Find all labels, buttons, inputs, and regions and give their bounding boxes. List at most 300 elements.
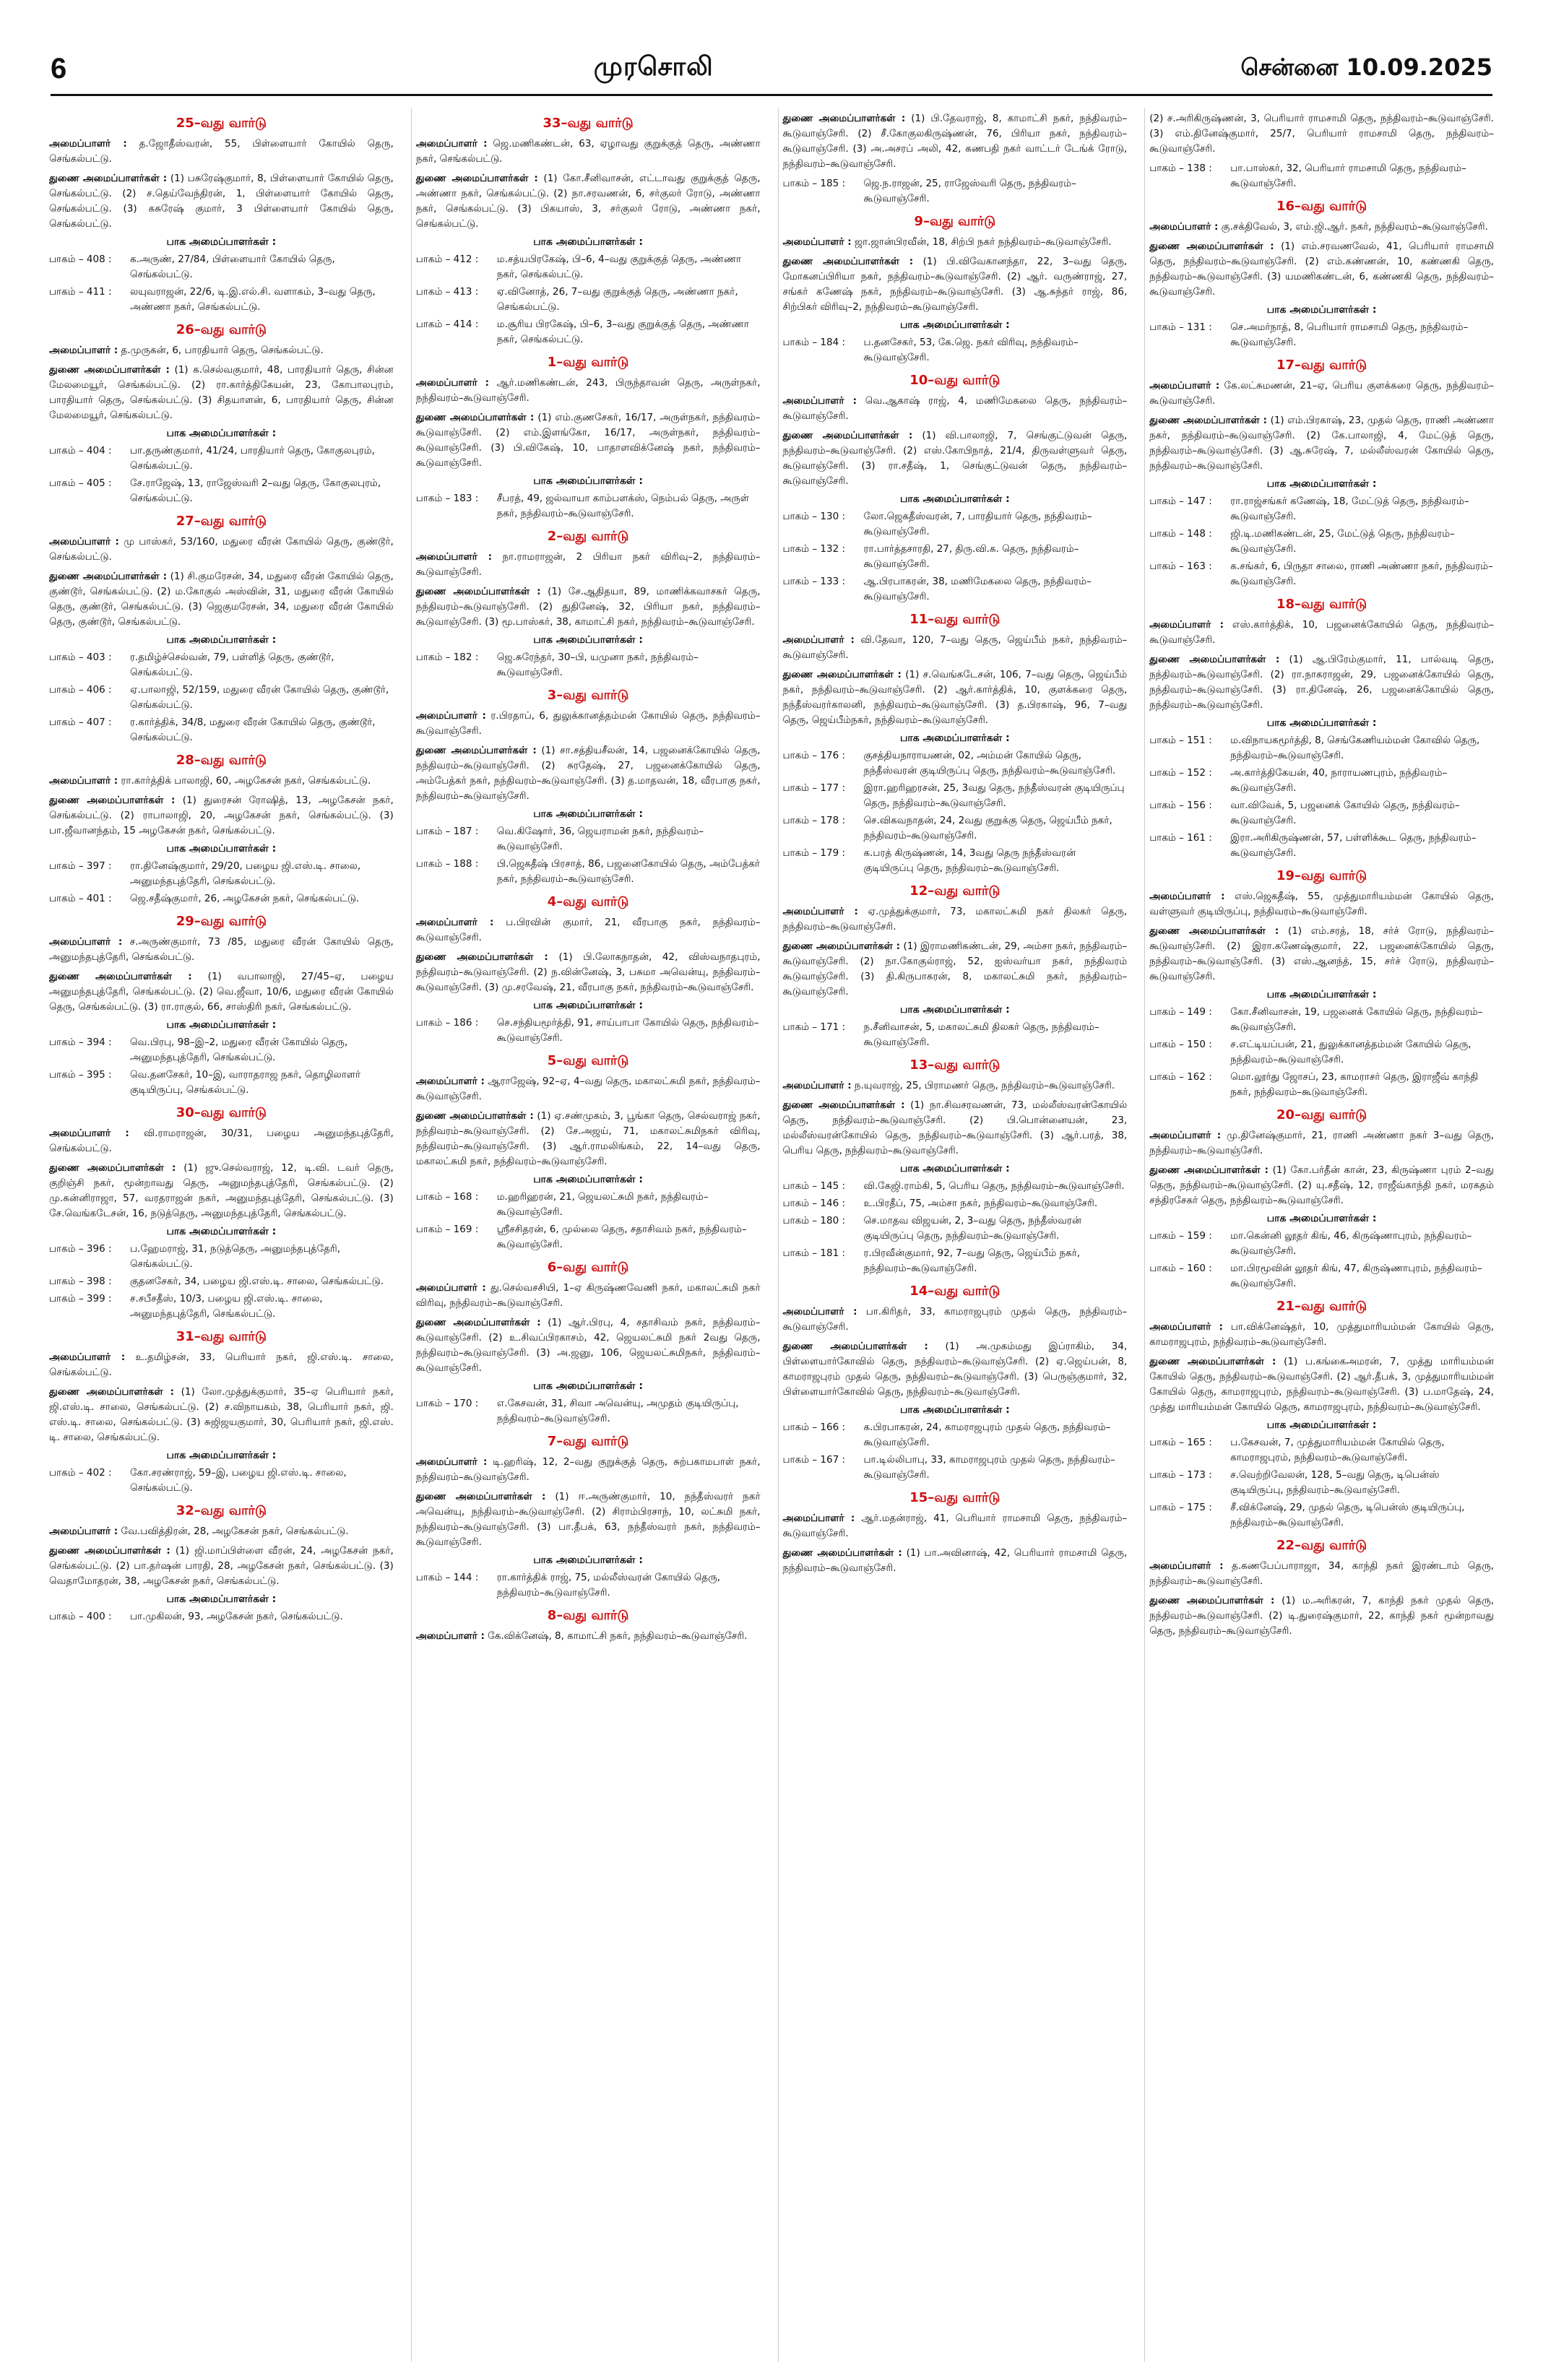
booth-number: பாகம் – 397 : [49,860,112,872]
booth-entry [49,891,394,906]
booth-number: பாகம் – 149 : [1149,1006,1212,1018]
deputies-entry [783,1546,1128,1576]
booth-number: பாகம் – 144 : [415,1572,479,1583]
ward-heading: 18–வது வார்டு [1276,597,1367,612]
booth-detail: கோ.சரண்ராஜ், 59–இ, பழைய ஜி.எஸ்.டி. சாலை, செங்கல்பட்டு. [130,1467,347,1494]
deputies-label: துணை அமைப்பாளர்கள் : [1149,241,1274,252]
deputies-text: (1) ஆர்.பிரபு, 4, சதாசிவம் நகர், நந்திவரம்–கூடுவாஞ்சேரி. (2) உ.சிவப்பிரகாசம், 42, ஜெயலட்சுமி நகர் 2வது தெரு, நந்திவரம்–கூடுவாஞ்சேரி. (3) அ.ஜனு, 106, ஜெயலட்சுமிநகர், நந்திவரம்–கூடுவாஞ்சேரி. [415,1317,761,1374]
organizer-entry [416,550,761,580]
booth-detail: ச.சபீசதீஸ், 10/3, பழைய ஜி.எஸ்.டி. சாலை, அனுமந்தபுத்தேரி, செங்கல்பட்டு. [130,1293,323,1320]
booth-entry [49,715,394,745]
booth-number: பாகம் – 165 : [1149,1437,1212,1448]
deputies-entry [49,793,394,839]
organizer-text: ஜெ.மணிகண்டன், 63, ஏழாவது குறுக்குத் தெரு, அண்ணா நகர், செங்கல்பட்டு. [415,138,761,165]
deputies-label: துணை அமைப்பாளர்கள் : [1149,925,1279,937]
organizer-label: அமைப்பாளர் : [782,906,858,917]
booth-detail: பா.டில்லிபாபு, 33, காமராஜபுரம் முதல் தெரு, நந்திவரம்–கூடுவாஞ்சேரி. [863,1454,1115,1481]
deputies-label: துணை அமைப்பாளர்கள் : [49,1162,176,1174]
booth-detail: ம.சூரிய பிரகேஷ், பி–6, 3–வது குறுக்குத் தெரு, அண்ணா நகர், செங்கல்பட்டு. [496,319,749,345]
organizer-text: எஸ்.கார்த்திக், 10, பஜனைக்கோயில் தெரு, நந்திவரம்–கூடுவாஞ்சேரி. [1149,619,1494,646]
ward-heading: 17–வது வார்டு [1276,358,1367,373]
booth-heading: பாக அமைப்பாளர்கள் : [533,1380,644,1392]
deputies-text: (1) சி.குமரேசன், 34, மதுரை வீரன் கோயில் தெரு, குண்டூர், செங்கல்பட்டு. (2) ம.கோகுல் அஸ்வின், 31, மதுரை வீரன் கோயில் தெரு, குண்டூர், செங்கல்பட்டு. (3) ஜெகுமரேசன், 34, மதுரை வீரன் கோயில் தெரு, குண்டூர், செங்கல்பட்டு. [49,571,394,628]
booth-heading: பாக அமைப்பாளர்கள் : [533,808,644,820]
organizer-label: அமைப்பாளர் : [415,710,486,722]
deputies-label: துணை அமைப்பாளர்கள் : [49,173,168,184]
deputies-label: துணை அமைப்பாளர்கள் : [415,1110,534,1122]
deputies-label: துணை அமைப்பாளர்கள் : [1149,1164,1269,1176]
deputies-entry [49,1385,394,1445]
deputies-label: துணை அமைப்பாளர்கள் : [415,412,535,423]
organizer-label: அமைப்பாளர் : [1149,380,1220,391]
booth-entry [49,859,394,889]
deputies-text: (1) துரைசன் ரோஷித், 13, அழகேசன் நகர், செங்கல்பட்டு. (2) ராபாலாஜி, 20, அழகேசன் நகர், செங்கல்பட்டு. (3) பா.ஜீவானந்தம், 15 அழகேசன் நகர், செங்கல்பட்டு. [49,795,394,836]
booth-entry [783,748,1128,779]
booth-entry [1149,1070,1494,1100]
booth-entry [49,476,394,506]
deputies-entry [416,950,761,995]
booth-detail: எ.கேசவன், 31, சிவா அவென்யு, அமுதம் குடியிருப்பு, நந்திவரம்–கூடுவாஞ்சேரி. [496,1398,739,1424]
booth-detail: ரா.பார்த்தசாரதி, 27, திரு.வி.க. தெரு, நந்திவரம்–கூடுவாஞ்சேரி. [863,543,1079,570]
booth-entry [1149,161,1494,191]
booth-number: பாகம் – 178 : [782,815,846,826]
booth-heading: பாக அமைப்பாளர்கள் : [166,428,277,439]
booth-heading: பாக அமைப்பாளர்கள் : [533,1000,644,1011]
booth-entry [1149,798,1494,828]
booth-number: பாகம் – 413 : [415,286,479,298]
organizer-label: அமைப்பாளர் : [49,775,118,787]
booth-entry [1149,1468,1494,1498]
booth-number: பாகம் – 145 : [782,1180,846,1192]
deputies-text: (1) எம்.குணசேகர், 16/17, அருள்நகர், நந்திவரம்–கூடுவாஞ்சேரி. (2) எம்.இளங்கோ, 16/17, அருள்நகர், நந்திவரம்–கூடுவாஞ்சேரி. (3) பி.விகேஷ், 10, பாதாளவிக்னேஷ் நகர், நந்திவரம்–கூடுவாஞ்சேரி. [415,412,761,469]
booth-entry [49,1466,394,1496]
booth-detail: செ.சந்தியமூர்த்தி, 91, சாய்பாபா கோயில் தெரு, நந்திவரம்–கூடுவாஞ்சேரி. [496,1017,759,1044]
organizer-text: டி.ஹரிஷ், 12, 2–வது குறுக்குத் தெரு, சுற்பகாமபாள் நகர், நந்திவரம்–கூடுவாஞ்சேரி. [415,1456,761,1483]
booth-number: பாகம் – 171 : [782,1021,846,1033]
deputies-label: துணை அமைப்பாளர்கள் : [782,940,901,952]
booth-number: பாகம் – 403 : [49,652,112,663]
organizer-entry [783,1078,1128,1094]
organizer-text: கு.சக்திவேல், 3, எம்.ஜி.ஆர். நகர், நந்திவரம்–கூடுவாஞ்சேரி. [1221,221,1488,233]
booth-detail: இரா.அரிகிருஷ்ணன், 57, பள்ளிக்கூட தெரு, நந்திவரம்–கூடுவாஞ்சேரி. [1230,832,1477,859]
deputies-entry [783,939,1128,1000]
deputies-entry [49,1161,394,1221]
booth-entry [1149,1037,1494,1068]
deputies-text: (1) பி.தேவராஜ், 8, காமாட்சி நகர், நந்திவரம்–கூடுவாஞ்சேரி. (2) சீ.கோகுலகிருஷ்ணன், 76, பிரியா நகர், நந்திவரம்–கூடுவாஞ்சேரி. (3) அ.அசரப் அலி, 42, கணபதி நகர் வாட்டர் டேங்க் ரோடு, நந்திவரம்–கூடுவாஞ்சேரி. [782,113,1128,170]
booth-entry [1149,1005,1494,1035]
organizer-label: அமைப்பாளர் : [49,936,123,948]
organizer-label: அமைப்பாளர் : [1149,221,1219,233]
deputies-text: (1) ம.அரிகரன், 7, காந்தி நகர் முதல் தெரு, நந்திவரம்–கூடுவாஞ்சேரி. (2) டி.துரைஷ்குமார், 22, காந்தி நகர் மூன்றாவது தெரு, நந்திவரம்–கூடுவாஞ்சேரி. [1149,1595,1494,1637]
booth-heading: பாக அமைப்பாளர்கள் : [533,1174,644,1185]
booth-entry [1149,1435,1494,1466]
booth-number: பாகம் – 147 : [1149,496,1212,507]
booth-number: பாகம் – 182 : [415,652,479,663]
ward-heading: 13–வது வார்டு [909,1057,1000,1073]
booth-heading: பாக அமைப்பாளர்கள் : [166,843,277,854]
booth-number: பாகம் – 405 : [49,477,112,489]
deputies-label: துணை அமைப்பாளர்கள் : [415,586,541,597]
booth-entry [783,509,1128,540]
booth-entry [49,650,394,680]
booth-entry [416,285,761,315]
organizer-entry [1149,618,1494,648]
booth-detail: ரா.ராஜ்சங்கர் கணேஷ், 18, மேட்டுத் தெரு, நந்திவரம்–கூடுவாஞ்சேரி. [1230,496,1469,522]
booth-detail: பா.தருண்குமார், 41/24, பாரதியார் தெரு, கோகுலபுரம், செங்கல்பட்டு. [130,445,375,472]
deputies-label: துணை அமைப்பாளர்கள் : [1149,1356,1276,1367]
booth-detail: மா.கென்னி லூதர் கிங், 46, கிருஷ்ணாபுரம், நந்திவரம்–கூடுவாஞ்சேரி. [1230,1230,1472,1257]
organizer-text: து.செல்வசசியி, 1–ஏ கிருஷ்ணவேணி நகர், மகாலட்சுமி நகர் விரிவு, நந்திவரம்–கூடுவாஞ்சேரி. [415,1282,761,1309]
booth-number: பாகம் – 148 : [1149,528,1212,540]
booth-number: பாகம் – 130 : [782,511,846,522]
deputies-entry [49,569,394,630]
organizer-text: த.கணபேப்பாராஜா, 34, காந்தி நகர் இரண்டாம் தெரு, நந்திவரம்–கூடுவாஞ்சேரி. [1149,1560,1494,1587]
booth-entry [416,1222,761,1252]
booth-number: பாகம் – 395 : [49,1069,112,1081]
organizer-text: எஸ்.ஜெகதீஷ், 55, முத்துமாரியம்மன் கோயில் தெரு, வள்ளுவர் குடியிருப்பு, நந்திவரம்–கூடுவாஞ்சேரி. [1149,891,1494,917]
organizer-entry [783,235,1128,250]
booth-entry [1149,1261,1494,1291]
booth-number: பாகம் – 401 : [49,893,112,904]
booth-entry [783,574,1128,605]
booth-number: பாகம் – 156 : [1149,800,1212,811]
booth-entry [783,813,1128,844]
booth-entry [49,1035,394,1065]
deputies-label: துணை அமைப்பாளர்கள் : [1149,415,1268,426]
organizer-label: அமைப்பாளர் : [782,1080,852,1091]
ward-heading: 27–வது வார்டு [176,514,267,529]
deputies-entry [783,667,1128,728]
ward-heading: 32–வது வார்டு [176,1503,267,1518]
deputies-text: (1) கோ.பர்தீன் கான், 23, கிருஷ்ணா புரம் 2–வது தெரு, நந்திவரம்–கூடுவாஞ்சேரி. (2) யு.சதீஷ், 12, ராஜீவ்காந்தி நகர், மரகதம் சந்திரசேகர் தெரு, நந்திவரம்–கூடுவாஞ்சேரி. [1149,1164,1494,1206]
booth-number: பாகம் – 184 : [782,337,846,348]
booth-heading: பாக அமைப்பாளர்கள் : [1266,1419,1377,1431]
booth-number: பாகம் – 396 : [49,1243,112,1255]
booth-heading: பாக அமைப்பாளர்கள் : [166,236,277,248]
deputies-label: துணை அமைப்பாளர்கள் : [49,1545,170,1557]
ward-heading: 3–வது வார்டு [547,688,629,703]
booth-entry [49,1068,394,1098]
deputies-label: துணை அமைப்பாளர்கள் : [782,669,902,680]
organizer-entry [783,1304,1128,1335]
deputies-label: துணை அமைப்பாளர்கள் : [415,745,537,756]
deputies-text: (1) ப.கங்கைஅமரன், 7, முத்து மாரியம்மன் கோயில் தெரு, நந்திவரம்–கூடுவாஞ்சேரி. (2) ஆர்.தீபக், 3, முத்துமாரியம்மன் கோயில் தெரு, காமராஜபுரம், நந்திவரம்–கூடுவாஞ்சேரி. (3) ப.மாதேஷ், 24, முத்து மாரியம்மன் கோயில் தெரு, காமராஜபுரம், நந்திவரம்–கூடுவாஞ்சேரி. [1149,1356,1494,1413]
organizer-entry [416,1455,761,1485]
booth-number: பாகம் – 138 : [1149,163,1212,174]
booth-heading: பாக அமைப்பாளர்கள் : [899,493,1010,505]
organizer-entry [49,774,394,789]
booth-detail: ர.பிரவீன்குமார், 92, 7–வது தெரு, ஜெய்பீம் நகர், நந்திவரம்–கூடுவாஞ்சேரி. [863,1247,1081,1274]
deputies-text: (1) ஆ.பிரேம்குமார், 11, பால்வடி தெரு, நந்திவரம்–கூடுவாஞ்சேரி. (2) ரா.நாகராஜன், 29, பஜனைக்கோயில் தெரு, நந்திவரம்–கூடுவாஞ்சேரி. (3) ரா.தினேஷ், 26, பஜனைக்கோயில் தெரு, நந்திவரம்–கூடுவாஞ்சேரி. [1149,654,1494,711]
booth-number: பாகம் – 162 : [1149,1071,1212,1083]
organizer-entry [1149,1128,1494,1159]
booth-heading: பாக அமைப்பாளர்கள் : [533,1554,644,1566]
continued-text: (2) ச.அரிகிருஷ்ணன், 3, பெரியார் ராமசாமி தெரு, நந்திவரம்–கூடுவாஞ்சேரி. (3) எம்.தினேஷ்குமார், 25/7, பெரியார் ராமசாமி தெரு, நந்திவரம்–கூடுவாஞ்சேரி. [1149,113,1494,155]
booth-heading: பாக அமைப்பாளர்கள் : [1266,478,1377,490]
booth-number: பாகம் – 394 : [49,1037,112,1048]
organizer-entry [1149,1559,1494,1589]
deputies-entry [416,1489,761,1550]
booth-detail: உ.பிரதீப், 75, அம்சா நகர், நந்திவரம்–கூடுவாஞ்சேரி. [863,1198,1098,1209]
organizer-label: அமைப்பாளர் : [782,395,857,407]
deputies-text: (1) வபாலாஜி, 27/45–ஏ, பழைய அனுமந்தபுத்தேரி, செங்கல்பட்டு. (2) வெ.ஜீவா, 10/6, மதுரை வீரன் கோயில் தெரு, செங்கல்பட்டு. (3) ரா.ராகுல், 66, சாஸ்திரி நகர், செங்கல்பட்டு. [49,971,394,1013]
booth-number: பாகம் – 167 : [782,1454,846,1466]
booth-detail: பா.பாஸ்கர், 32, பெரியார் ராமசாமி தெரு, நந்திவரம்–கூடுவாஞ்சேரி. [1230,163,1466,189]
booth-entry [1149,320,1494,350]
deputies-entry [416,584,761,630]
booth-number: பாகம் – 412 : [415,254,479,265]
booth-detail: ம.விநாயகமூர்த்தி, 8, செங்கேணியம்மன் கோவில் தெரு, நந்திவரம்–கூடுவாஞ்சேரி. [1230,735,1480,761]
booth-entry [1149,831,1494,861]
booth-entry [783,1453,1128,1483]
deputies-text: (1) எம்.பிரகாஷ், 23, முதல் தெரு, ராணி அண்ணா நகர், நந்திவரம்–கூடுவாஞ்சேரி. (2) கே.பாலாஜி, 4, மேட்டுத் தெரு, நந்திவரம்–கூடுவாஞ்சேரி. (3) ஆ.சுரேஷ், 7, மல்லீஸ்வரன் கோயில் தெரு, நந்திவரம்–கூடுவாஞ்சேரி. [1149,415,1494,472]
booth-number: பாகம் – 161 : [1149,832,1212,844]
deputies-entry [783,1339,1128,1400]
booth-heading: பாக அமைப்பாளர்கள் : [166,1450,277,1461]
deputies-label: துணை அமைப்பாளர்கள் : [415,173,538,184]
booth-entry [416,252,761,282]
ward-heading: 19–வது வார்டு [1276,868,1367,883]
organizer-label: அமைப்பாளர் : [415,1630,485,1642]
booth-entry [1149,1229,1494,1259]
booth-entry [783,1196,1128,1211]
deputies-entry [49,363,394,423]
booth-detail: குசத்தியநாராயணன், 02, அம்மன் கோயில் தெரு, நந்தீஸ்வரன் குடியிருப்பு தெரு, நந்திவரம்–கூடுவாஞ்சேரி. [863,750,1116,776]
ward-heading: 11–வது வார்டு [909,612,1000,627]
booth-heading: பாக அமைப்பாளர்கள் : [899,1404,1010,1416]
organizer-entry [416,1074,761,1104]
booth-number: பாகம் – 151 : [1149,735,1212,746]
booth-number: பாகம் – 159 : [1149,1230,1212,1242]
booth-heading: பாக அமைப்பாளர்கள் : [533,475,644,487]
booth-detail: ஜி.டி.மணிகண்டன், 25, மேட்டுத் தெரு, நந்திவரம்–கூடுவாஞ்சேரி. [1230,528,1455,555]
booth-entry [49,252,394,282]
article-columns [49,108,1494,2362]
booth-entry [49,443,394,474]
deputies-text: (1) வி.பாலாஜி, 7, செங்குட்டுவன் தெரு, நந்திவரம்–கூடுவாஞ்சேரி. (2) எஸ்.கோபிநாத், 21/4, திருவள்ளுவர் தெரு, கூடுவாஞ்சேரி. (3) ரா.சதீஷ், 1, செங்குட்டுவன் தெரு, நந்திவரம்–கூடுவாஞ்சேரி. [782,430,1128,487]
deputies-entry [416,743,761,804]
organizer-entry [49,1350,394,1380]
booth-detail: செ.விகவநாதன், 24, 2வது குறுக்கு தெரு, ஜெய்பீம் நகர், நந்திவரம்–கூடுவாஞ்சேரி. [863,815,1112,841]
booth-detail: ந.சீனிவாசன், 5, மகாலட்சுமி திலகர் தெரு, நந்திவரம்–கூடுவாஞ்சேரி. [863,1021,1099,1048]
booth-detail: ஏ.பாலாஜி, 52/159, மதுரை வீரன் கோயில் தெரு, குண்டூர், செங்கல்பட்டு. [130,684,389,711]
booth-entry [416,857,761,887]
booth-detail: சீபரத், 49, ஜல்வாயா காம்பளக்ஸ், நெம்பல் தெரு, அருள் நகர், நந்திவரம்–கூடுவாஞ்சேரி. [496,493,749,519]
deputies-text: (1) க.செல்வகுமார், 48, பாரதியார் தெரு, சின்ன மேலமையூர், செங்கல்பட்டு. (2) ரா.கார்த்திகேயன், 23, கோபாலபுரம், பாரதியார் தெரு, செங்கல்பட்டு. (3) சிதயாளன், 6, பாரதியார் தெரு, சின்ன மேலமையூர், செங்கல்பட்டு. [49,364,394,421]
deputies-label: துணை அமைப்பாளர்கள் : [49,795,176,806]
ward-heading: 5–வது வார்டு [547,1053,629,1068]
booth-heading: பாக அமைப்பாளர்கள் : [899,732,1010,744]
deputies-entry [783,1098,1128,1159]
organizer-label: அமைப்பாளர் : [782,1306,857,1317]
booth-detail: வெ.பிரபு, 98–இ–2, மதுரை வீரன் கோயில் தெரு, அனுமந்தபுத்தேரி, செங்கல்பட்டு. [130,1037,348,1063]
organizer-text: வெ.ஆகாஷ் ராஜ், 4, மணிமேகலை தெரு, நந்திவரம்–கூடுவாஞ்சேரி. [782,395,1128,422]
booth-detail: ச.எட்டியப்பன், 21, துலுக்கானத்தம்மன் கோயில் தெரு, நந்திவரம்–கூடுவாஞ்சேரி. [1230,1039,1471,1065]
organizer-label: அமைப்பாளர் : [1149,1560,1224,1572]
booth-detail: வெ.தனசேகர், 10–இ, வாராதராஜ நகர், தொழிலாளர் குடியிருப்பு, செங்கல்பட்டு. [130,1069,361,1096]
deputies-label: துணை அமைப்பாளர்கள் : [1149,654,1280,665]
booth-heading: பாக அமைப்பாளர்கள் : [166,1593,277,1605]
deputies-text: (1) ஈ.அருண்குமார், 10, நந்தீஸ்வரர் நகர் அவென்யு, நந்திவரம்–கூடுவாஞ்சேரி. (2) சிராம்பிரசாந், 10, லட்சுமி நகர், நந்திவரம்–கூடுவாஞ்சேரி. (3) பா.தீபக், 63, நந்தீஸ்வரர் நகர், நந்திவரம்–கூடுவாஞ்சேரி. [415,1491,761,1548]
organizer-entry [416,1629,761,1644]
ward-heading: 30–வது வார்டு [176,1105,267,1120]
organizer-text: ர.பிரதாப், 6, துலுக்கானத்தம்மன் கோயில் தெரு, நந்திவரம்–கூடுவாஞ்சேரி. [415,710,761,737]
ward-heading: 20–வது வார்டு [1276,1107,1367,1122]
deputies-text: (1) எம்.சரத், 18, சர்ச் ரோடு, நந்திவரம்–கூடுவாஞ்சேரி. (2) இரா.கணேஷ்குமார், 22, பஜனைக்கோயில் தெரு, நந்திவரம்–கூடுவாஞ்சேரி. (3) எஸ்.ஆனந்த், 15, சர்ச் ரோடு, நந்திவரம்–கூடுவாஞ்சேரி. [1149,925,1494,982]
booth-entry [416,1570,761,1601]
organizer-entry [1149,220,1494,235]
booth-number: பாகம் – 132 : [782,543,846,555]
booth-entry [49,1291,394,1322]
booth-heading: பாக அமைப்பாளர்கள் : [899,1004,1010,1016]
deputies-text: (1) லோ.முத்துக்குமார், 35–ஏ பெரியார் நகர், ஜி.எஸ்.டி. சாலை, செங்கல்பட்டு. (2) ச.விநாயகம், 38, பெரியார் நகர், ஜி. எஸ்.டி. சாலை, செங்கல்பட்டு. (3) சுஜிஜயகுமார், 30, பெரியார் நகர், ஜி.எஸ். டி. சாலை, செங்கல்பட்டு. [49,1386,394,1443]
booth-detail: ஏ.வினோத், 26, 7–வது குறுக்குத் தெரு, அண்ணா நகர், செங்கல்பட்டு. [496,286,738,313]
deputies-label: துணை அமைப்பாளர்கள் : [782,430,913,441]
deputies-text: (1) எம்.சரவணவேல், 41, பெரியார் ராமசாமி தெரு, நந்திவரம்–கூடுவாஞ்சேரி. (2) எம்.கண்ணன், 10, கண்ணகி தெரு, நந்திவரம்–கூடுவாஞ்சேரி. (3) யமணிகண்டன், 6, கண்ணகி தெரு, நந்திவரம்–கூடுவாஞ்சேரி. [1149,241,1494,298]
booth-entry [783,335,1128,365]
organizer-text: பா.விக்னேஷ்தர், 10, முத்துமாரியம்மன் கோயில் தெரு, காமராஜபுரம், நந்திவரம்–கூடுவாஞ்சேரி. [1149,1321,1494,1348]
booth-entry [416,1396,761,1427]
booth-heading: பாக அமைப்பாளர்கள் : [899,319,1010,331]
booth-entry [416,1016,761,1046]
organizer-text: மு.தினேஷ்குமார், 21, ராணி அண்ணா நகர் 3–வது தெரு, நந்திவரம்–கூடுவாஞ்சேரி. [1149,1130,1494,1156]
deputies-entry [49,171,394,232]
deputies-entry [416,410,761,471]
deputies-entry [1149,239,1494,300]
organizer-entry [783,904,1128,935]
booth-detail: ப.கேசவன், 7, முத்துமாரியம்மன் கோயில் தெரு, காமராஜபுரம், நந்திவரம்–கூடுவாஞ்சேரி. [1230,1437,1445,1463]
booth-detail: செ.மாதவ விஜயன், 2, 3–வது தெரு, நந்தீஸ்வரன் குடியிருப்பு தெரு, நந்திவரம்–கூடுவாஞ்சேரி. [863,1215,1081,1242]
organizer-label: அமைப்பாளர் : [1149,619,1224,631]
organizer-label: அமைப்பாளர் : [782,1513,855,1524]
booth-entry [783,1246,1128,1276]
organizer-label: அமைப்பாளர் : [415,138,488,150]
booth-entry [49,1274,394,1289]
booth-detail: இரா.ஹரிஹரசன், 25, 3வது தெரு, நந்தீஸ்வரன் குடியிருப்பு தெரு, நந்திவரம்–கூடுவாஞ்சேரி. [863,782,1125,809]
booth-detail: மொ.லூர்து ஜோசப், 23, காமராசர் தெரு, இராஜீவ் காந்தி நகர், நந்திவரம்–கூடுவாஞ்சேரி. [1230,1071,1479,1098]
deputies-text: (1) கோ.சீனிவாசன், எட்டாவது குறுக்குத் தெரு, அண்ணா நகர், செங்கல்பட்டு. (2) நா.சரவணன், 6, சர்குலர் ரோடு, அண்ணா நகர், செங்கல்பட்டு. (3) பிகயாஸ், 3, சர்குலர் ரோடு, அண்ணா நகர், செங்கல்பட்டு. [415,173,761,230]
booth-entry [49,285,394,315]
deputies-entry [783,428,1128,489]
column [1144,108,1494,2362]
booth-number: பாகம் – 168 : [415,1191,479,1203]
deputies-text: (1) பி.விவேகானந்தா, 22, 3–வது தெரு, மோகனப்பிரியா நகர், நந்திவரம்–கூடுவாஞ்சேரி. (2) ஆர். வருண்ராஜ், 27, சங்கர் கணேஷ் நகர், நந்திவரம்–கூடுவாஞ்சேரி. (3) ஆ.சுந்தர் ராஜ், 86, சிற்பிகர் விரிவு–2, நந்திவரம்–கூடுவாஞ்சேரி. [782,256,1128,313]
ward-heading: 4–வது வார்டு [547,894,629,909]
booth-entry [783,176,1128,207]
booth-detail: வா.விவேக், 5, பஜனைக் கோயில் தெரு, நந்திவரம்–கூடுவாஞ்சேரி. [1230,800,1460,826]
booth-entry [783,781,1128,811]
booth-detail: ர.கார்த்திக், 34/8, மதுரை வீரன் கோயில் தெரு, குண்டூர், செங்கல்பட்டு. [130,717,376,743]
booth-number: பாகம் – 188 : [415,858,479,870]
organizer-label: அமைப்பாளர் : [415,377,490,389]
deputies-label: துணை அமைப்பாளர்கள் : [782,256,914,267]
booth-number: பாகம் – 179 : [782,847,846,859]
booth-number: பாகம் – 170 : [415,1398,479,1409]
organizer-text: ரா.கார்த்திக் பாலாஜி, 60, அழகேசன் நகர், செங்கல்பட்டு. [121,775,371,787]
deputies-label: துணை அமைப்பாளர்கள் : [782,1547,902,1559]
column [778,108,1128,2362]
booth-heading: பாக அமைப்பாளர்கள் : [1266,304,1377,316]
deputies-text: (1) சா.சத்தியசீலன், 14, பஜனைக்கோயில் தெரு, நந்திவரம்–கூடுவாஞ்சேரி. (2) சுரதேஷ், 27, பஜனைக்கோயில் தெரு, அம்பேத்கர் நகர், நந்திவரம்–கூடுவாஞ்சேரி. (3) த.மாதவன், 18, வீரபாகு நகர், நந்திவரம்–கூடுவாஞ்சேரி. [415,745,761,802]
booth-heading: பாக அமைப்பாளர்கள் : [166,634,277,646]
booth-entry [783,1179,1128,1194]
deputies-text: (1) ஜு.செல்வராஜ், 12, டி.வி. டவர் தெரு, குறிஞ்சி நகர், மூன்றாவது தெரு, அனுமந்தபுத்தேரி, செங்கல்பட்டு. (2) மு.கன்னிராஜா, 57, வரதராஜன் நகர், அனுமந்தபுத்தேரி, செங்கல்பட்டு. (3) சே.வெங்கடேசன், 16, நடுத்தெரு, அனுமந்தபுத்தேரி, செங்கல்பட்டு. [49,1162,394,1219]
booth-detail: குதனசேகர், 34, பழைய ஜி.எஸ்.டி. சாலை, செங்கல்பட்டு. [130,1276,384,1287]
organizer-label: அமைப்பாளர் : [49,1128,129,1139]
organizer-entry [416,137,761,167]
booth-heading: பாக அமைப்பாளர்கள் : [1266,989,1377,1000]
booth-entry [783,1420,1128,1450]
ward-heading: 2–வது வார்டு [547,529,629,544]
organizer-entry [49,1126,394,1156]
deputies-label: துணை அமைப்பாளர்கள் : [49,1386,174,1398]
ward-heading: 21–வது வார்டு [1276,1299,1367,1314]
booth-detail: க.பிரபாகரன், 24, காமராஜபுரம் முதல் தெரு, நந்திவரம்–கூடுவாஞ்சேரி. [863,1421,1111,1448]
organizer-text: பா.கிரிதர், 33, காமராஜபுரம் முதல் தெரு, நந்திவரம்–கூடுவாஞ்சேரி. [782,1306,1128,1333]
organizer-text: ஆராஜேஷ், 92–ஏ, 4–வது தெரு, மகாலட்சுமி நகர், நந்திவரம்–கூடுவாஞ்சேரி. [415,1076,761,1102]
booth-entry [783,1020,1128,1050]
organizer-text: கே.விக்னேஷ், 8, காமாட்சி நகர், நந்திவரம்–கூடுவாஞ்சேரி. [488,1630,748,1642]
organizer-label: அமைப்பாளர் : [415,1282,486,1294]
booth-detail: ஸ்ரீசசிதரன், 6, முல்லை தெரு, சதாசிவம் நகர், நந்திவரம்–கூடுவாஞ்சேரி. [496,1224,747,1250]
booth-number: பாகம் – 169 : [415,1224,479,1235]
booth-heading: பாக அமைப்பாளர்கள் : [1266,1213,1377,1224]
booth-heading: பாக அமைப்பாளர்கள் : [1266,717,1377,729]
organizer-text: ஏ.முத்துக்குமார், 73, மகாலட்சுமி நகர் திலகர் தெரு, நந்திவரம்–கூடுவாஞ்சேரி. [782,906,1128,932]
organizer-text: ப.பிரவின் குமார், 21, வீரபாகு நகர், நந்திவரம்–கூடுவாஞ்சேரி. [415,917,761,943]
booth-entry [49,1609,394,1624]
organizer-text: த.முருகன், 6, பாரதியார் தெரு, செங்கல்பட்டு. [121,345,324,356]
deputies-label: துணை அமைப்பாளர்கள் : [49,571,167,582]
deputies-entry [416,1315,761,1376]
booth-number: பாகம் – 146 : [782,1198,846,1209]
booth-detail: ப.தனசேகர், 53, கே.ஜெ. நகர் விரிவு, நந்திவரம்–கூடுவாஞ்சேரி. [863,337,1079,363]
organizer-entry [49,935,394,965]
booth-number: பாகம் – 411 : [49,286,112,298]
deputies-entry [1149,1354,1494,1415]
booth-detail: ச.வெற்றிவேலன், 128, 5–வது தெரு, டிபென்ஸ் குடியிருப்பு, நந்திவரம்–கூடுவாஞ்சேரி. [1230,1469,1440,1496]
booth-detail: லோ.ஜெகதீஸ்வரன், 7, பாரதியார் தெரு, நந்திவரம்–கூடுவாஞ்சேரி. [863,511,1092,537]
booth-detail: ஆ.பிரபாகரன், 38, மணிமேகலை தெரு, நந்திவரம்–கூடுவாஞ்சேரி. [863,576,1092,602]
ward-heading: 26–வது வார்டு [176,322,267,337]
masthead [51,43,1492,96]
booth-detail: வெ.கிஷோர், 36, ஜெயராமன் நகர், நந்திவரம்–கூடுவாஞ்சேரி. [496,826,704,852]
organizer-text: மு பாஸ்கர், 53/160, மதுரை வீரன் கோயில் தெரு, குண்டூர், செங்கல்பட்டு. [49,536,394,563]
newspaper-name: முரசொலி [593,52,714,82]
ward-heading: 12–வது வார்டு [909,883,1000,899]
booth-detail: வி.கேஜி.ராம்கி, 5, பெரிய தெரு, நந்திவரம்–கூடுவாஞ்சேரி. [863,1180,1125,1192]
ward-heading: 22–வது வார்டு [1276,1538,1367,1553]
deputies-label: துணை அமைப்பாளர்கள் : [415,1491,546,1502]
booth-number: பாகம் – 399 : [49,1293,112,1304]
deputies-entry [1149,652,1494,713]
ward-heading: 31–வது வார்டு [176,1329,267,1344]
deputies-text: (1) பசுரேஷ்குமார், 8, பிள்ளையார் கோயில் தெரு, செங்கல்பட்டு. (2) ச.தெய்வேந்திரன், 1, பிள்ளையார் கோயில் தெரு, செங்கல்பட்டு. (3) கசுரேஷ் குமார், 3 பிள்ளையார் கோயில் தெரு, செங்கல்பட்டு. [49,173,394,230]
booth-heading: பாக அமைப்பாளர்கள் : [533,236,644,248]
organizer-entry [1149,1320,1494,1350]
ward-heading: 14–வது வார்டு [909,1284,1000,1299]
booth-detail: ம.சத்யபிரகேஷ், பி–6, 4–வது குறுக்குத் தெரு, அண்ணா நகர், செங்கல்பட்டு. [496,254,742,280]
deputies-text: (1) அ.முகம்மது இப்ராகிம், 34, பிள்ளையார்கோவில் தெரு, நந்திவரம்–கூடுவாஞ்சேரி. (2) ஏ.ஜெய்பன், 8, காமராஜபுரம் முதல் தெரு, நந்திவரம்–கூடுவாஞ்சேரி. (3) பெருஞ்குமார், 32, பிள்ளையார்கோவில் தெரு, நந்திவரம்–கூடுவாஞ்சேரி. [782,1341,1128,1398]
booth-number: பாகம் – 176 : [782,750,846,761]
booth-number: பாகம் – 402 : [49,1467,112,1479]
booth-number: பாகம் – 408 : [49,254,112,265]
booth-detail: ர.தமிழ்ச்செல்வன், 79, பள்ளித் தெரு, குண்டூர், செங்கல்பட்டு. [130,652,334,678]
deputies-text: (1) நா.சிவசரவணன், 73, மல்லீஸ்வரன்கோயில் தெரு, நந்திவரம்–கூடுவாஞ்சேரி. (2) பி.பொன்னையன், 23, மல்லீஸ்வரன்கோயில் தெரு, நந்திவரம்–கூடுவாஞ்சேரி. (3) ஆர்.பரத், 38, பெரிய தெரு, நந்திவரம்–கூடுவாஞ்சேரி. [782,1099,1128,1156]
organizer-text: உ.தமிழ்சன், 33, பெரியார் நகர், ஜி.எஸ்.டி. சாலை, செங்கல்பட்டு. [49,1351,394,1378]
deputies-text: (1) இராமணிகண்டன், 29, அம்சா நகர், நந்திவரம்–கூடுவாஞ்சேரி. (2) நா.கோகுல்ராஜ், 52, ஐஸ்வர்யா நகர், நந்திவரம் கூடுவாஞ்சேரி. (3) தி.கிருபாகரன், 8, மகாலட்சுமி நகர், நந்திவரம்–கூடுவாஞ்சேரி. [782,940,1128,998]
organizer-entry [49,535,394,565]
